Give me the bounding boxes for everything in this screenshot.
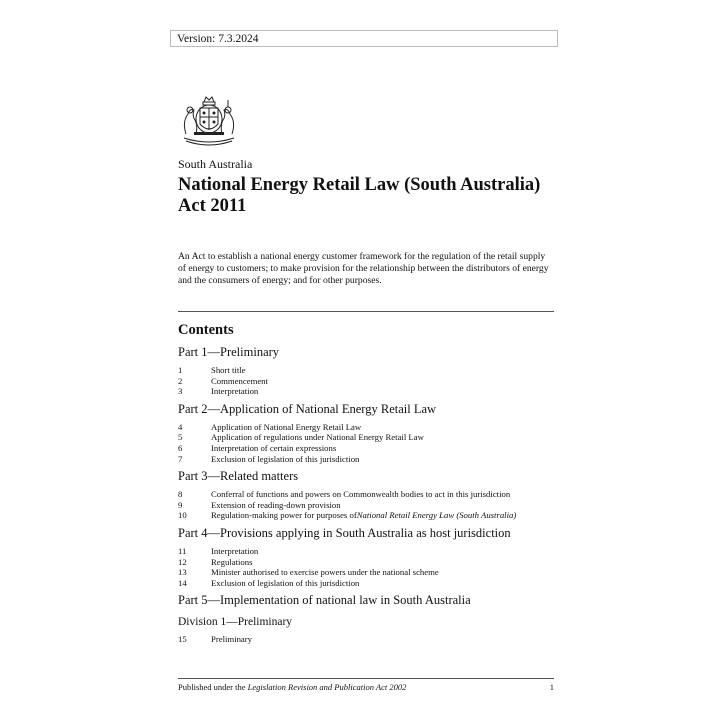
page-footer bbox=[178, 682, 554, 692]
jurisdiction-label: South Australia bbox=[178, 157, 253, 171]
toc-part-5 bbox=[178, 591, 558, 645]
toc-entry[interactable] bbox=[178, 489, 558, 500]
section-number: 13 bbox=[178, 567, 187, 578]
section-title: Conferral of functions and powers on Commonwealth bodies to act in this jurisdiction bbox=[211, 489, 511, 500]
section-number: 11 bbox=[178, 545, 187, 556]
section-title: Regulation-making power for purposes of bbox=[211, 510, 357, 521]
contents-heading: Contents bbox=[178, 322, 234, 338]
section-number: 5 bbox=[178, 432, 183, 443]
section-number: 4 bbox=[178, 421, 183, 432]
section-title: Application of regulations under National Energy Retail Law bbox=[211, 432, 424, 443]
long-title: An Act to establish a national energy customer framework for the regulation of the retail supply of energy to customers; to make provision for the relationship between the distributors of energy and the consumers of energy; and for other purposes. bbox=[178, 251, 549, 286]
toc-entry[interactable] bbox=[178, 376, 558, 387]
toc-entry[interactable] bbox=[178, 578, 558, 589]
section-title: Extension of reading-down provision bbox=[211, 499, 341, 510]
part-heading[interactable]: Part 1—Preliminary bbox=[178, 345, 280, 359]
version-label: Version: 7.3.2024 bbox=[177, 33, 259, 45]
page-number: 1 bbox=[549, 682, 554, 692]
section-title: Exclusion of legislation of this jurisdiction bbox=[211, 453, 360, 464]
table-of-contents bbox=[178, 341, 558, 648]
part-heading[interactable]: Part 4—Provisions applying in South Australia as host jurisdiction bbox=[178, 525, 511, 540]
toc-part-2 bbox=[178, 400, 558, 464]
section-title-italic: National Retail Energy Law (South Australia) bbox=[356, 510, 517, 521]
section-number: 3 bbox=[178, 386, 183, 397]
section-number: 15 bbox=[178, 634, 187, 645]
act-title bbox=[178, 175, 558, 217]
section-number: 12 bbox=[178, 556, 187, 567]
top-divider bbox=[178, 311, 554, 312]
toc-entry[interactable] bbox=[178, 365, 558, 376]
toc-entry[interactable] bbox=[178, 557, 558, 568]
section-number: 9 bbox=[178, 499, 183, 510]
toc-part-1 bbox=[178, 343, 558, 397]
footer-divider bbox=[178, 678, 554, 679]
division-heading[interactable]: Division 1—Preliminary bbox=[178, 616, 293, 629]
toc-entry[interactable] bbox=[178, 546, 558, 557]
toc-entry[interactable] bbox=[178, 500, 558, 511]
part-heading[interactable]: Part 3—Related matters bbox=[178, 469, 299, 484]
part-heading[interactable]: Part 5—Implementation of national law in South Australia bbox=[178, 593, 471, 608]
toc-entry[interactable] bbox=[178, 422, 558, 433]
section-title: Regulations bbox=[211, 556, 253, 567]
section-number: 10 bbox=[178, 510, 187, 521]
toc-entry[interactable] bbox=[178, 510, 558, 521]
section-title: Interpretation bbox=[211, 386, 259, 397]
section-title: Minister authorised to exercise powers under the national scheme bbox=[211, 567, 439, 578]
toc-entry[interactable] bbox=[178, 454, 558, 465]
footer-act-name: Legislation Revision and Publication Act 2002 bbox=[247, 682, 407, 692]
section-number: 7 bbox=[178, 453, 183, 464]
toc-part-4 bbox=[178, 524, 558, 588]
section-title: Commencement bbox=[211, 375, 268, 386]
section-number: 8 bbox=[178, 489, 183, 500]
footer-publisher bbox=[178, 682, 406, 692]
part-heading[interactable]: Part 2—Application of National Energy Retail Law bbox=[178, 401, 437, 416]
toc-entry[interactable] bbox=[178, 386, 558, 397]
section-number: 14 bbox=[178, 577, 187, 588]
section-title: Preliminary bbox=[211, 634, 253, 645]
section-title: Short title bbox=[211, 365, 246, 375]
section-number: 1 bbox=[178, 365, 183, 375]
section-title: Exclusion of legislation of this jurisdiction bbox=[211, 577, 360, 588]
coat-of-arms-icon bbox=[178, 94, 240, 148]
section-number: 2 bbox=[178, 375, 183, 386]
toc-part-3 bbox=[178, 467, 558, 521]
footer-prefix: Published under the bbox=[178, 682, 248, 692]
toc-entry[interactable] bbox=[178, 432, 558, 443]
toc-entry[interactable] bbox=[178, 634, 558, 645]
section-title: Interpretation bbox=[211, 545, 259, 556]
section-title: Interpretation of certain expressions bbox=[211, 442, 337, 453]
toc-entry[interactable] bbox=[178, 443, 558, 454]
toc-entry[interactable] bbox=[178, 567, 558, 578]
act-title-line-1: National Energy Retail Law (South Australia) bbox=[178, 175, 541, 195]
version-box bbox=[170, 30, 558, 47]
section-number: 6 bbox=[178, 442, 183, 453]
act-title-line-2: Act 2011 bbox=[178, 196, 247, 216]
section-title: Application of National Energy Retail Law bbox=[211, 421, 362, 432]
